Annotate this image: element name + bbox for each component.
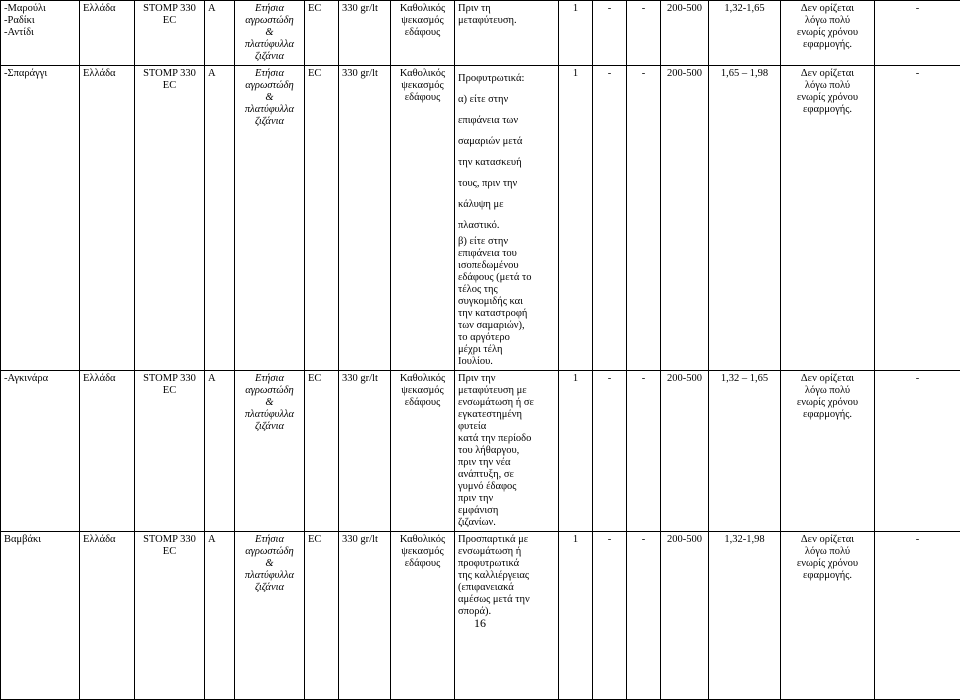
zone-cell: A xyxy=(205,1,235,66)
cell-line: & xyxy=(238,397,301,409)
timing-line: γυμνό έδαφος xyxy=(458,481,555,493)
remarks-cell: - xyxy=(875,371,960,532)
timing-line: προφυτρωτικά xyxy=(458,558,555,570)
weed-type-cell xyxy=(235,66,305,371)
phi-cell xyxy=(781,66,875,371)
cell-line: Καθολικός xyxy=(394,534,451,546)
product-cell xyxy=(135,1,205,66)
timing-line: τους, πριν την xyxy=(458,173,555,194)
cell-line: Ετήσια xyxy=(238,373,301,385)
cell-line: -Αντίδι xyxy=(4,27,76,39)
cell-line: ενωρίς χρόνου xyxy=(784,27,871,39)
timing-line: Προφυτρωτικά: xyxy=(458,68,555,89)
timing-line: την καταστροφή xyxy=(458,308,555,320)
water-volume-cell: 200-500 xyxy=(661,1,709,66)
cell-line: ψεκασμός xyxy=(394,385,451,397)
extra-cell: - xyxy=(627,66,661,371)
timing-line: ζιζανίων. xyxy=(458,517,555,529)
cell-line: ενωρίς χρόνου xyxy=(784,397,871,409)
country-cell: Ελλάδα xyxy=(80,371,135,532)
water-volume-cell: 200-500 xyxy=(661,66,709,371)
method-cell xyxy=(391,371,455,532)
cell-line: εφαρμογής. xyxy=(784,104,871,116)
country-cell: Ελλάδα xyxy=(80,1,135,66)
cell-line: Δεν ορίζεται xyxy=(784,3,871,15)
product-cell xyxy=(135,66,205,371)
remarks-cell: - xyxy=(875,1,960,66)
formulation-cell: EC xyxy=(305,1,339,66)
product-cell xyxy=(135,371,205,532)
applications-cell: 1 xyxy=(559,1,593,66)
cell-line: πλατύφυλλα xyxy=(238,570,301,582)
timing-line: εμφάνιση xyxy=(458,505,555,517)
cell-line: Δεν ορίζεται xyxy=(784,373,871,385)
cell-line: ζιζάνια xyxy=(238,421,301,433)
cell-line: -Ραδίκι xyxy=(4,15,76,27)
cell-line: EC xyxy=(138,15,201,27)
formulation-cell: EC xyxy=(305,371,339,532)
cell-line: Καθολικός xyxy=(394,373,451,385)
cell-line: STOMP 330 xyxy=(138,68,201,80)
timing-line: ενσωμάτωση ή σε xyxy=(458,397,555,409)
timing-line: εγκατεστημένη xyxy=(458,409,555,421)
method-cell xyxy=(391,66,455,371)
cell-line: Δεν ορίζεται xyxy=(784,68,871,80)
applications-cell: 1 xyxy=(559,66,593,371)
timing-line: επιφάνεια του xyxy=(458,248,555,260)
water-volume-cell: 200-500 xyxy=(661,371,709,532)
interval-cell: - xyxy=(593,66,627,371)
cell-line: -Σπαράγγι xyxy=(4,68,76,80)
timing-line: μεταφύτευση με xyxy=(458,385,555,397)
phi-cell xyxy=(781,371,875,532)
zone-cell: A xyxy=(205,66,235,371)
cell-line: EC xyxy=(138,385,201,397)
timing-line: επιφάνεια των xyxy=(458,110,555,131)
page-number: 16 xyxy=(0,616,960,631)
crop-cell xyxy=(1,371,80,532)
timing-line: β) είτε στην xyxy=(458,236,555,248)
cell-line: -Μαρούλι xyxy=(4,3,76,15)
cell-line: αγρωστώδη xyxy=(238,15,301,27)
timing-cell xyxy=(455,66,559,371)
timing-line: κάλυψη με xyxy=(458,194,555,215)
weed-type-cell xyxy=(235,371,305,532)
cell-line: ζιζάνια xyxy=(238,51,301,63)
cell-line: STOMP 330 xyxy=(138,534,201,546)
cell-line: εφαρμογής. xyxy=(784,409,871,421)
cell-line: πλατύφυλλα xyxy=(238,409,301,421)
cell-line: & xyxy=(238,27,301,39)
country-cell: Ελλάδα xyxy=(80,66,135,371)
zone-cell: A xyxy=(205,371,235,532)
timing-line: την κατασκευή xyxy=(458,152,555,173)
cell-line: Ετήσια xyxy=(238,3,301,15)
timing-line: το αργότερο xyxy=(458,332,555,344)
timing-line: Πριν την xyxy=(458,373,555,385)
cell-line: ζιζάνια xyxy=(238,116,301,128)
zone-cell: A xyxy=(205,532,235,700)
cell-line: Καθολικός xyxy=(394,68,451,80)
dose-cell: 330 gr/lt xyxy=(339,1,391,66)
timing-line: των σαμαριών), xyxy=(458,320,555,332)
interval-cell: - xyxy=(593,1,627,66)
method-cell xyxy=(391,1,455,66)
timing-line: ισοπεδωμένου xyxy=(458,260,555,272)
cell-line: ψεκασμός xyxy=(394,15,451,27)
interval-cell: - xyxy=(593,371,627,532)
cell-line: EC xyxy=(138,546,201,558)
cell-line: & xyxy=(238,558,301,570)
timing-line: πλαστικό. xyxy=(458,215,555,236)
cell-line: αγρωστώδη xyxy=(238,80,301,92)
extra-cell: - xyxy=(627,371,661,532)
timing-line: της καλλιέργειας xyxy=(458,570,555,582)
cell-line: STOMP 330 xyxy=(138,3,201,15)
timing-line: Ιουλίου. xyxy=(458,356,555,368)
rate-cell: 1,65 – 1,98 xyxy=(709,66,781,371)
cell-line: ενωρίς χρόνου xyxy=(784,558,871,570)
timing-line: ενσωμάτωση ή xyxy=(458,546,555,558)
timing-cell xyxy=(455,371,559,532)
rate-cell: 1,32 – 1,65 xyxy=(709,371,781,532)
timing-line: συγκομιδής και xyxy=(458,296,555,308)
timing-line: πριν την νέα xyxy=(458,457,555,469)
formulation-cell: EC xyxy=(305,66,339,371)
cell-line: εφαρμογής. xyxy=(784,570,871,582)
extra-cell: - xyxy=(627,1,661,66)
timing-line: α) είτε στην xyxy=(458,89,555,110)
cell-line: εδάφους xyxy=(394,27,451,39)
timing-line: (επιφανειακά xyxy=(458,582,555,594)
cell-line: Δεν ορίζεται xyxy=(784,534,871,546)
cell-line: ψεκασμός xyxy=(394,546,451,558)
dose-cell: 330 gr/lt xyxy=(339,66,391,371)
cell-line: -Αγκινάρα xyxy=(4,373,76,385)
cell-line: ενωρίς χρόνου xyxy=(784,92,871,104)
timing-line: τέλος της xyxy=(458,284,555,296)
timing-line: πριν την xyxy=(458,493,555,505)
rate-cell: 1,32-1,65 xyxy=(709,1,781,66)
dose-cell: 330 gr/lt xyxy=(339,532,391,700)
timing-line: φυτεία xyxy=(458,421,555,433)
timing-line: του λήθαργου, xyxy=(458,445,555,457)
country-cell: Ελλάδα xyxy=(80,532,135,700)
cell-line: εδάφους xyxy=(394,397,451,409)
cell-line: λόγω πολύ xyxy=(784,15,871,27)
cell-line: εδάφους xyxy=(394,92,451,104)
cell-line: πλατύφυλλα xyxy=(238,104,301,116)
weed-type-cell xyxy=(235,1,305,66)
cell-line: λόγω πολύ xyxy=(784,385,871,397)
cell-line: & xyxy=(238,92,301,104)
cell-line: Βαμβάκι xyxy=(4,534,76,546)
crop-cell xyxy=(1,1,80,66)
phi-cell xyxy=(781,1,875,66)
timing-line: αμέσως μετά την xyxy=(458,594,555,606)
timing-line: κατά την περίοδο xyxy=(458,433,555,445)
timing-line: μεταφύτευση. xyxy=(458,15,555,27)
remarks-cell: - xyxy=(875,66,960,371)
water-volume-cell: 200-500 xyxy=(661,532,709,700)
table-row xyxy=(1,66,960,371)
extra-cell: - xyxy=(627,532,661,700)
interval-cell: - xyxy=(593,532,627,700)
formulation-cell: EC xyxy=(305,532,339,700)
cell-line: Καθολικός xyxy=(394,3,451,15)
applications-cell: 1 xyxy=(559,532,593,700)
cell-line: EC xyxy=(138,80,201,92)
cell-line: STOMP 330 xyxy=(138,373,201,385)
cell-line: ψεκασμός xyxy=(394,80,451,92)
cell-line: λόγω πολύ xyxy=(784,546,871,558)
timing-cell xyxy=(455,1,559,66)
timing-line: μέχρι τέλη xyxy=(458,344,555,356)
timing-line: εδάφους (μετά το xyxy=(458,272,555,284)
applications-cell: 1 xyxy=(559,371,593,532)
cell-line: Ετήσια xyxy=(238,534,301,546)
table-row xyxy=(1,1,960,66)
cell-line: Ετήσια xyxy=(238,68,301,80)
crop-cell xyxy=(1,66,80,371)
cell-line: ζιζάνια xyxy=(238,582,301,594)
cell-line: αγρωστώδη xyxy=(238,546,301,558)
timing-line: Πριν τη xyxy=(458,3,555,15)
dose-cell: 330 gr/lt xyxy=(339,371,391,532)
timing-line: σπορά). xyxy=(458,606,555,618)
table-row xyxy=(1,371,960,532)
timing-line: σαμαριών μετά xyxy=(458,131,555,152)
cell-line: λόγω πολύ xyxy=(784,80,871,92)
rate-cell: 1,32-1,98 xyxy=(709,532,781,700)
cell-line: πλατύφυλλα xyxy=(238,39,301,51)
timing-line: Προσπαρτικά με xyxy=(458,534,555,546)
cell-line: εδάφους xyxy=(394,558,451,570)
timing-line: ανάπτυξη, σε xyxy=(458,469,555,481)
remarks-cell: - xyxy=(875,532,960,700)
cell-line: αγρωστώδη xyxy=(238,385,301,397)
cell-line: εφαρμογής. xyxy=(784,39,871,51)
